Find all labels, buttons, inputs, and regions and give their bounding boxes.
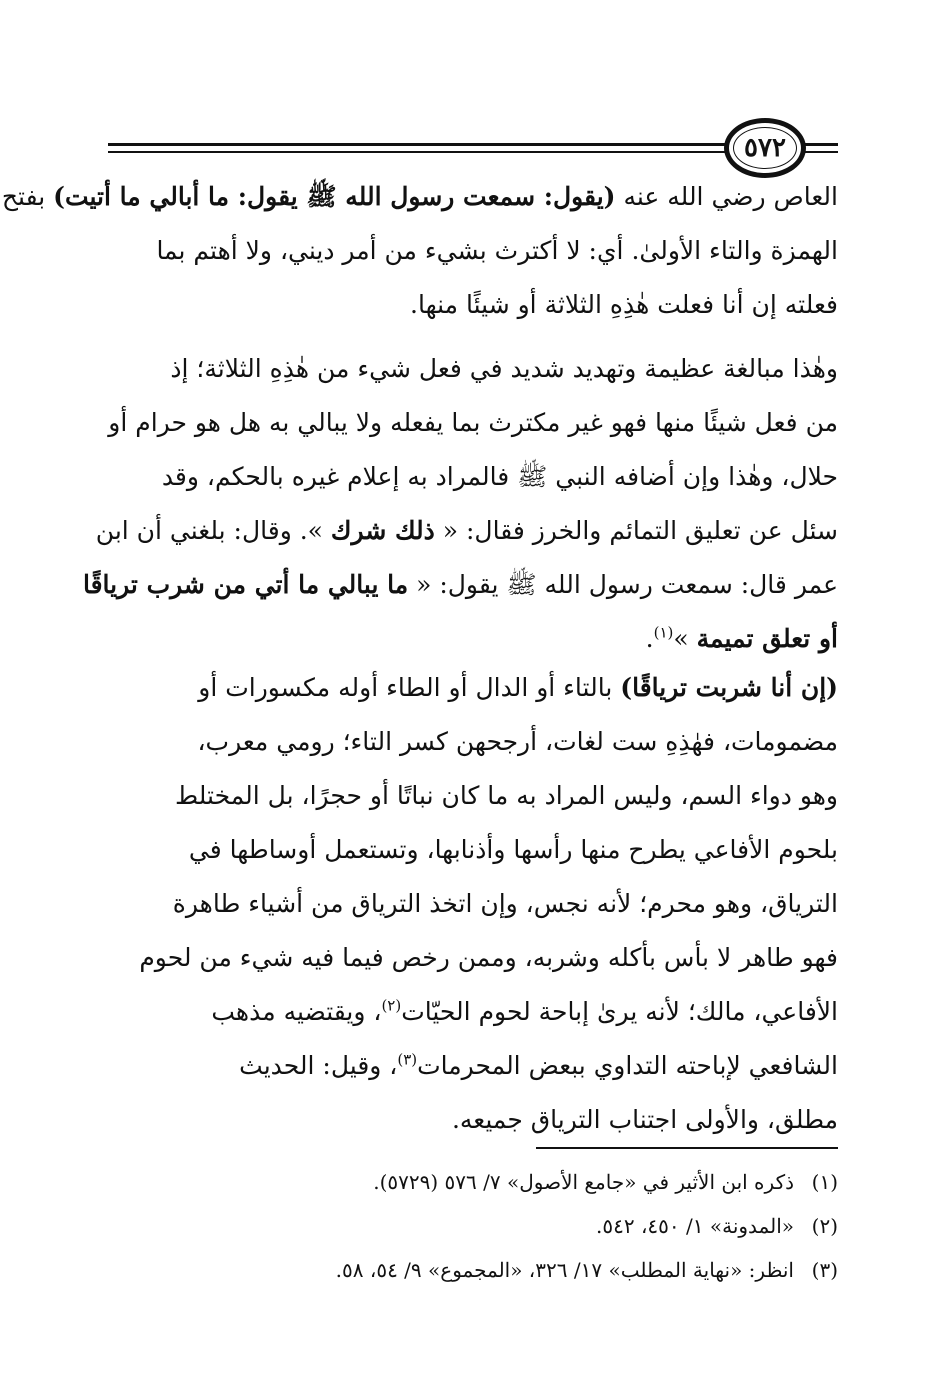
text-run: بلحوم الأفاعي يطرح منها رأسها وأذنابها، وتستعمل أوساطها في [188, 835, 838, 864]
quoted-text: (يقول: سمعت رسول الله ﷺ يقول: ما أبالي ما أتيت) [53, 182, 616, 211]
text-run: فعلته إن أنا فعلت هٰذِهِ الثلاثة أو شيئًا منها. [410, 290, 838, 319]
text-line [108, 877, 838, 931]
text-run: سئل عن تعليق التمائم والخرز فقال: « [434, 516, 838, 545]
footnote [108, 1204, 838, 1248]
text-line [108, 1039, 838, 1093]
text-run: ». وقال: بلغني أن ابن [95, 516, 331, 545]
paragraph-text [108, 661, 838, 1147]
text-line [95, 504, 838, 558]
footnote-ref: (٢) [381, 996, 402, 1015]
text-run: » [673, 624, 697, 653]
text-line [108, 224, 838, 278]
text-run: الشافعي لإباحته التداوي ببعض المحرمات [417, 1051, 838, 1080]
text-run: ، ويقتضيه مذهب [211, 997, 382, 1026]
text-run: حلال، وهٰذا وإن أضافه النبي ﷺ فالمراد به إعلام غيره بالحكم، وقد [161, 462, 838, 491]
text-line [108, 1093, 838, 1147]
quoted-text: ذلك شرك [330, 516, 435, 545]
text-run: ، وقيل: الحديث [239, 1051, 398, 1080]
text-line [1, 170, 838, 224]
page-number-badge [724, 118, 806, 178]
paragraph-1 [1, 170, 838, 332]
text-run: الترياق، وهو محرم؛ لأنه نجس، وإن اتخذ الترياق من أشياء طاهرة [172, 889, 838, 918]
text-run: بفتح [1, 182, 54, 211]
text-run: فهو طاهر لا بأس بأكله وشربه، وممن رخص فيما فيه شيء من لحوم [139, 943, 838, 972]
text-line [108, 278, 838, 332]
text-line [108, 823, 838, 877]
text-run: الأفاعي، مالك؛ لأنه يرىٰ إباحة لحوم الحيّات [401, 997, 838, 1026]
text-run: مطلق، والأولى اجتناب الترياق جميعه. [451, 1105, 838, 1134]
paragraph-text [1, 170, 838, 332]
footnote-number: (٣) [811, 1258, 838, 1282]
text-line [108, 396, 838, 450]
quoted-text: أو تعلق تميمة [696, 624, 838, 653]
text-line [108, 612, 838, 666]
text-run: الهمزة والتاء الأولىٰ. أي: لا أكترث بشيء من أمر ديني، ولا أهتم بما [156, 236, 838, 265]
text-line [108, 450, 838, 504]
footnote-text: «المدونة» ١/ ٤٥٠، ٥٤٢. [596, 1214, 794, 1238]
paragraph-3 [108, 661, 838, 1147]
text-run: وهٰذا مبالغة عظيمة وتهديد شديد في فعل شيء من هٰذِهِ الثلاثة؛ إذ [170, 354, 838, 383]
footnote-separator [536, 1147, 838, 1149]
text-run: وهو دواء السم، وليس المراد به ما كان نباتًا أو حجرًا، بل المختلط [175, 781, 838, 810]
text-run: بالتاء أو الدال أو الطاء أوله مكسورات أو [198, 673, 621, 702]
text-line [108, 985, 838, 1039]
text-run: من فعل شيئًا منها فهو غير مكترث بما يفعله ولا يبالي به هل هو حرام أو [108, 408, 838, 437]
text-line [108, 769, 838, 823]
text-line [108, 715, 838, 769]
footnote-ref: (١) [653, 623, 674, 642]
page-number: ٥٧٢ [744, 133, 786, 163]
footnote-text: انظر: «نهاية المطلب» ١٧/ ٣٢٦، «المجموع» ٩/ ٥٤، ٥٨. [335, 1258, 794, 1282]
footnote [108, 1248, 838, 1292]
footnote-number: (١) [811, 1170, 838, 1194]
footnote-ref: (٣) [397, 1050, 418, 1069]
text-line [108, 342, 838, 396]
paragraph-2 [82, 342, 838, 666]
text-line [108, 931, 838, 985]
text-run: عمر قال: سمعت رسول الله ﷺ يقول: « [408, 570, 838, 599]
text-run: مضمومات، فهٰذِهِ ست لغات، أرجحهن كسر التاء؛ رومي معرب، [197, 727, 838, 756]
text-line [108, 661, 838, 715]
page-number-badge-ring [733, 127, 797, 169]
text-run: . [645, 624, 654, 653]
paragraph-text [82, 342, 838, 666]
quoted-text: ما يبالي ما أتي من شرب ترياقًا [82, 570, 409, 599]
footnotes [108, 1160, 838, 1292]
quoted-text: (إن أنا شربت ترياقًا) [620, 673, 838, 702]
text-run: العاص رضي الله عنه [615, 182, 838, 211]
footnote [108, 1160, 838, 1204]
footnote-number: (٢) [811, 1214, 838, 1238]
footnote-text: ذكره ابن الأثير في «جامع الأصول» ٧/ ٥٧٦ (٥٧٢٩). [373, 1170, 794, 1194]
text-line [82, 558, 838, 612]
